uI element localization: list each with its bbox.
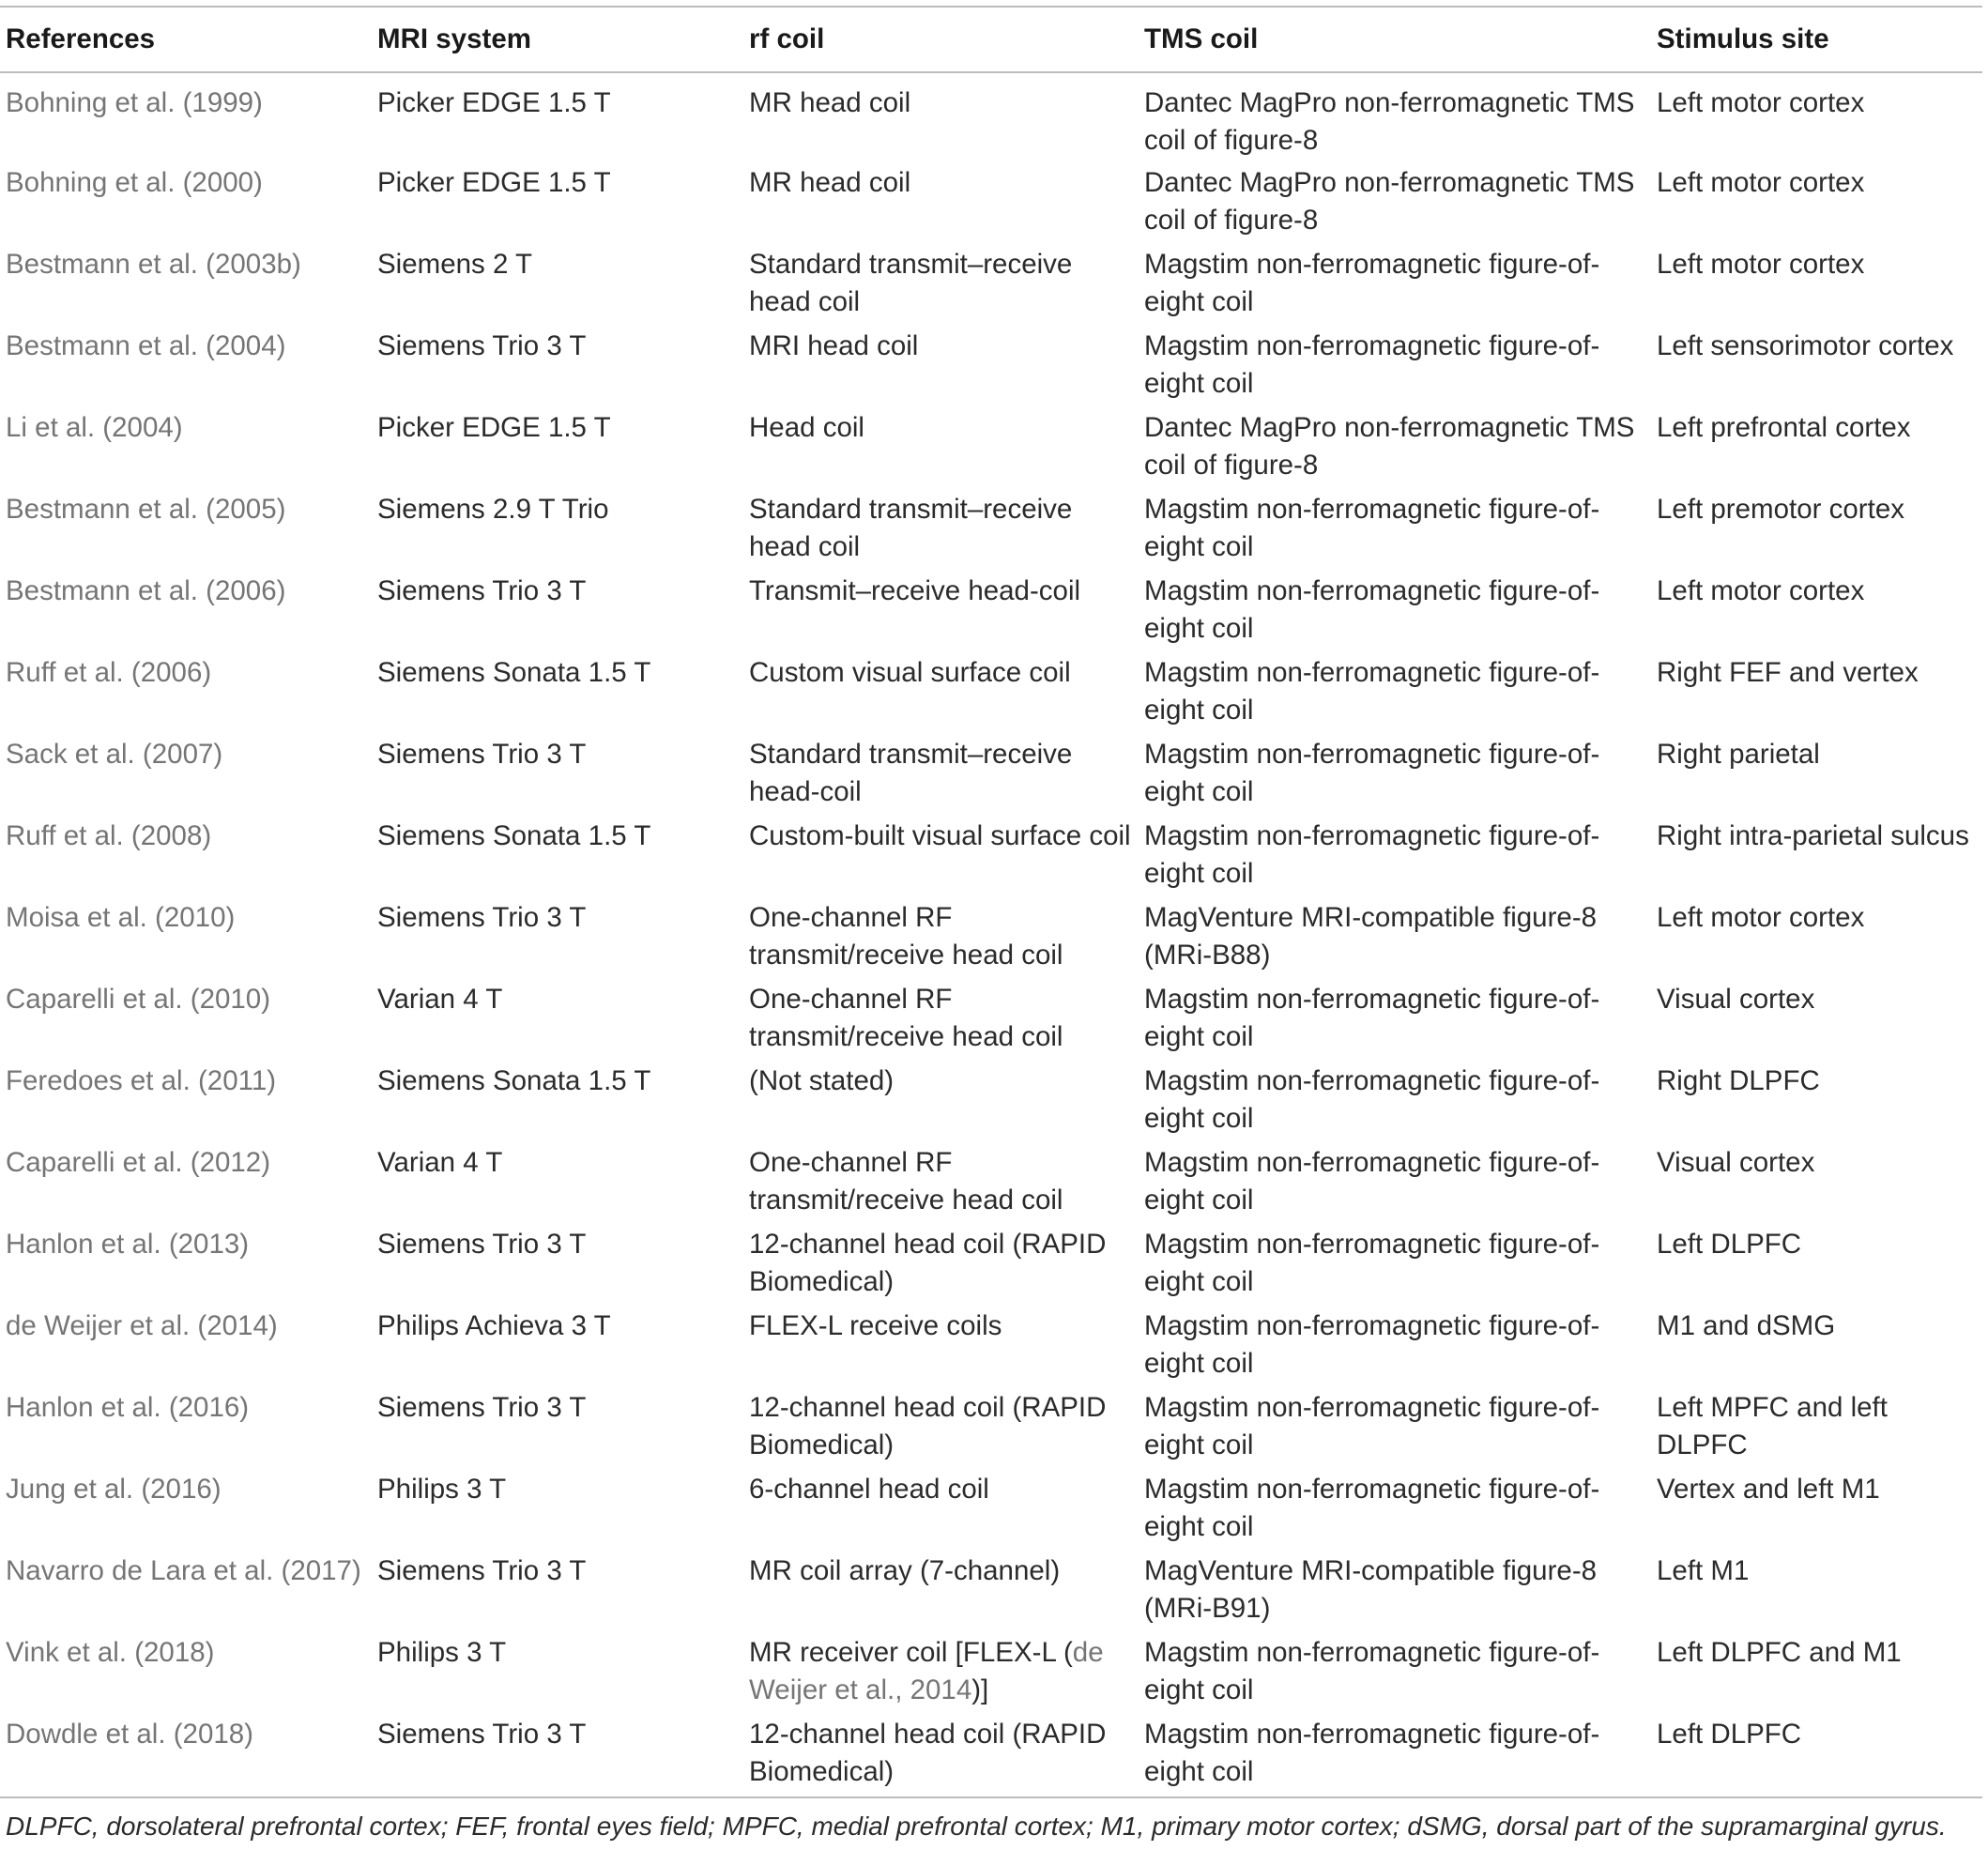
table-footnote: DLPFC, dorsolateral prefrontal cortex; FEF, frontal eyes field; MPFC, medial prefrontal cortex; M1, primary motor cortex; dSMG, dorsal part of the supramarginal gyrus. [6,1812,1947,1841]
citation-link[interactable]: de Weijer et al., 2014 [749,1637,1104,1705]
mri-system-cell: Siemens Sonata 1.5 T [377,820,651,851]
tms-coil-cell: Dantec MagPro non-ferromagnetic TMS coil of figure-8 [1144,412,1635,481]
stimulus-site-cell: Left motor cortex [1657,575,1865,606]
tms-coil-cell: Magstim non-ferromagnetic figure-of-eight coil [1144,249,1600,317]
rf-coil-cell: Custom visual surface coil [749,657,1071,688]
table-row [0,894,1982,976]
rf-coil-cell: One-channel RF transmit/receive head coil [749,984,1063,1052]
table-row [0,1548,1982,1629]
tms-coil-cell: Dantec MagPro non-ferromagnetic TMS coil of figure-8 [1144,87,1635,156]
mri-system-cell: Philips 3 T [377,1637,507,1668]
tms-coil-cell: Magstim non-ferromagnetic figure-of-eight coil [1144,1719,1600,1787]
reference-cell[interactable]: Vink et al. (2018) [6,1637,215,1668]
stimulus-site-cell: Visual cortex [1657,984,1815,1015]
rf-coil-cell: Standard transmit–receive head-coil [749,739,1073,807]
stimulus-site-cell: Left prefrontal cortex [1657,412,1911,443]
table-row [0,1221,1982,1303]
table-row [0,1384,1982,1466]
mri-system-cell: Picker EDGE 1.5 T [377,87,611,118]
rf-coil-cell: Custom-built visual surface coil [749,820,1131,851]
table-row [0,1139,1982,1221]
stimulus-site-cell: Left motor cortex [1657,167,1865,198]
mri-system-cell: Varian 4 T [377,984,503,1015]
reference-cell[interactable]: Bestmann et al. (2003b) [6,249,301,280]
table-header-row [0,7,1982,72]
stimulus-site-cell: Left premotor cortex [1657,494,1904,525]
tms-coil-cell: Magstim non-ferromagnetic figure-of-eight coil [1144,1474,1600,1542]
mri-system-cell: Siemens Trio 3 T [377,330,587,361]
reference-cell[interactable]: Sack et al. (2007) [6,739,223,770]
table-row [0,1629,1982,1711]
tms-coil-cell: Magstim non-ferromagnetic figure-of-eight coil [1144,1229,1600,1297]
table-row [0,1466,1982,1548]
table-row [0,241,1982,323]
header-stimulus-site: Stimulus site [1657,23,1829,54]
table-row [0,731,1982,813]
table-row [0,1058,1982,1139]
rf-coil-cell: Standard transmit–receive head coil [749,249,1073,317]
reference-cell[interactable]: Hanlon et al. (2013) [6,1229,250,1260]
table-row [0,1303,1982,1384]
tms-coil-cell: Magstim non-ferromagnetic figure-of-eight coil [1144,657,1600,726]
mri-system-cell: Siemens Trio 3 T [377,1229,587,1260]
mri-system-cell: Siemens Sonata 1.5 T [377,657,651,688]
reference-cell[interactable]: Jung et al. (2016) [6,1474,222,1505]
mri-system-cell: Siemens 2.9 T Trio [377,494,609,525]
reference-cell[interactable]: Li et al. (2004) [6,412,183,443]
rf-coil-cell: Standard transmit–receive head coil [749,494,1073,562]
rf-coil-cell: 6-channel head coil [749,1474,989,1505]
header-references: References [6,23,156,54]
table-row [0,650,1982,731]
tms-coil-cell: Magstim non-ferromagnetic figure-of-eight coil [1144,1065,1600,1134]
mri-system-cell: Varian 4 T [377,1147,503,1178]
table-row [0,486,1982,568]
rf-coil-cell: 12-channel head coil (RAPID Biomedical) [749,1229,1107,1297]
reference-cell[interactable]: Ruff et al. (2008) [6,820,212,851]
stimulus-site-cell: Vertex and left M1 [1657,1474,1880,1505]
table-row [0,160,1982,241]
rf-coil-text-suffix: )] [971,1674,989,1705]
tms-coil-cell: Magstim non-ferromagnetic figure-of-eight coil [1144,1310,1600,1379]
stimulus-site-cell: Left motor cortex [1657,249,1865,280]
tms-coil-cell: MagVenture MRI-compatible figure-8 (MRi-B88) [1144,902,1598,971]
references-table [0,6,1982,1798]
reference-cell[interactable]: Bestmann et al. (2005) [6,494,286,525]
stimulus-site-cell: Left sensorimotor cortex [1657,330,1954,361]
mri-system-cell: Philips Achieva 3 T [377,1310,611,1341]
mri-system-cell: Siemens Trio 3 T [377,1555,587,1586]
table-row [0,323,1982,405]
mri-system-cell: Siemens Trio 3 T [377,1392,587,1423]
mri-system-cell: Siemens Sonata 1.5 T [377,1065,651,1096]
tms-coil-cell: Magstim non-ferromagnetic figure-of-eight coil [1144,984,1600,1052]
reference-cell[interactable]: Dowdle et al. (2018) [6,1719,254,1750]
rf-coil-cell: FLEX-L receive coils [749,1310,1002,1341]
table-row [0,976,1982,1058]
reference-cell[interactable]: Bohning et al. (1999) [6,87,263,118]
rf-coil-cell: One-channel RF transmit/receive head coil [749,1147,1063,1215]
table-row [0,72,1982,160]
mri-system-cell: Siemens Trio 3 T [377,739,587,770]
mri-system-cell: Siemens Trio 3 T [377,575,587,606]
stimulus-site-cell: Right intra-parietal sulcus [1657,820,1969,851]
rf-coil-cell [743,1629,1139,1711]
stimulus-site-cell: Left DLPFC [1657,1229,1802,1260]
tms-coil-cell: Dantec MagPro non-ferromagnetic TMS coil of figure-8 [1144,167,1635,236]
reference-cell[interactable]: Caparelli et al. (2012) [6,1147,271,1178]
reference-cell[interactable]: Bestmann et al. (2006) [6,575,286,606]
reference-cell[interactable]: Bohning et al. (2000) [6,167,263,198]
rf-coil-cell: MRI head coil [749,330,919,361]
mri-system-cell: Picker EDGE 1.5 T [377,412,611,443]
header-mri-system: MRI system [377,23,531,54]
stimulus-site-cell: Visual cortex [1657,1147,1815,1178]
reference-cell[interactable]: Ruff et al. (2006) [6,657,212,688]
reference-cell[interactable]: Moisa et al. (2010) [6,902,236,933]
tms-coil-cell: Magstim non-ferromagnetic figure-of-eight coil [1144,820,1600,889]
rf-coil-cell: Head coil [749,412,864,443]
rf-coil-cell: Transmit–receive head-coil [749,575,1081,606]
table-row [0,568,1982,650]
stimulus-site-cell: Right parietal [1657,739,1820,770]
stimulus-site-cell: Right DLPFC [1657,1065,1820,1096]
header-tms-coil: TMS coil [1144,23,1259,54]
rf-coil-cell: MR coil array (7-channel) [749,1555,1061,1586]
stimulus-site-cell: Left M1 [1657,1555,1750,1586]
tms-coil-cell: Magstim non-ferromagnetic figure-of-eight coil [1144,330,1600,399]
tms-coil-cell: Magstim non-ferromagnetic figure-of-eight coil [1144,1637,1600,1705]
reference-cell[interactable]: Bestmann et al. (2004) [6,330,286,361]
rf-coil-text-prefix: MR receiver coil [FLEX-L ( [749,1637,1073,1668]
stimulus-site-cell: Left motor cortex [1657,87,1865,118]
stimulus-site-cell: Left MPFC and left DLPFC [1657,1392,1888,1460]
rf-coil-cell: MR head coil [749,87,911,118]
stimulus-site-cell: M1 and dSMG [1657,1310,1836,1341]
stimulus-site-cell: Left motor cortex [1657,902,1865,933]
mri-system-cell: Picker EDGE 1.5 T [377,167,611,198]
stimulus-site-cell: Right FEF and vertex [1657,657,1919,688]
tms-coil-cell: Magstim non-ferromagnetic figure-of-eight coil [1144,494,1600,562]
reference-cell[interactable]: Feredoes et al. (2011) [6,1065,277,1096]
mri-system-cell: Siemens 2 T [377,249,533,280]
stimulus-site-cell: Left DLPFC [1657,1719,1802,1750]
tms-coil-cell: Magstim non-ferromagnetic figure-of-eight coil [1144,1392,1600,1460]
rf-coil-cell: (Not stated) [749,1065,895,1096]
rf-coil-cell: One-channel RF transmit/receive head coil [749,902,1063,971]
reference-cell[interactable]: de Weijer et al. (2014) [6,1310,278,1341]
mri-system-cell: Siemens Trio 3 T [377,1719,587,1750]
tms-coil-cell: Magstim non-ferromagnetic figure-of-eight coil [1144,1147,1600,1215]
mri-system-cell: Philips 3 T [377,1474,507,1505]
reference-cell[interactable]: Caparelli et al. (2010) [6,984,271,1015]
rf-coil-cell: 12-channel head coil (RAPID Biomedical) [749,1392,1107,1460]
rf-coil-cell: 12-channel head coil (RAPID Biomedical) [749,1719,1107,1787]
reference-cell[interactable]: Hanlon et al. (2016) [6,1392,250,1423]
header-rf-coil: rf coil [749,23,825,54]
tms-coil-cell: MagVenture MRI-compatible figure-8 (MRi-B91) [1144,1555,1598,1624]
reference-cell[interactable]: Navarro de Lara et al. (2017) [6,1555,361,1586]
tms-coil-cell: Magstim non-ferromagnetic figure-of-eight coil [1144,739,1600,807]
rf-coil-cell: MR head coil [749,167,911,198]
table-row [0,813,1982,894]
table-row [0,1711,1982,1797]
table-row [0,405,1982,486]
mri-system-cell: Siemens Trio 3 T [377,902,587,933]
stimulus-site-cell: Left DLPFC and M1 [1657,1637,1902,1668]
tms-coil-cell: Magstim non-ferromagnetic figure-of-eight coil [1144,575,1600,644]
